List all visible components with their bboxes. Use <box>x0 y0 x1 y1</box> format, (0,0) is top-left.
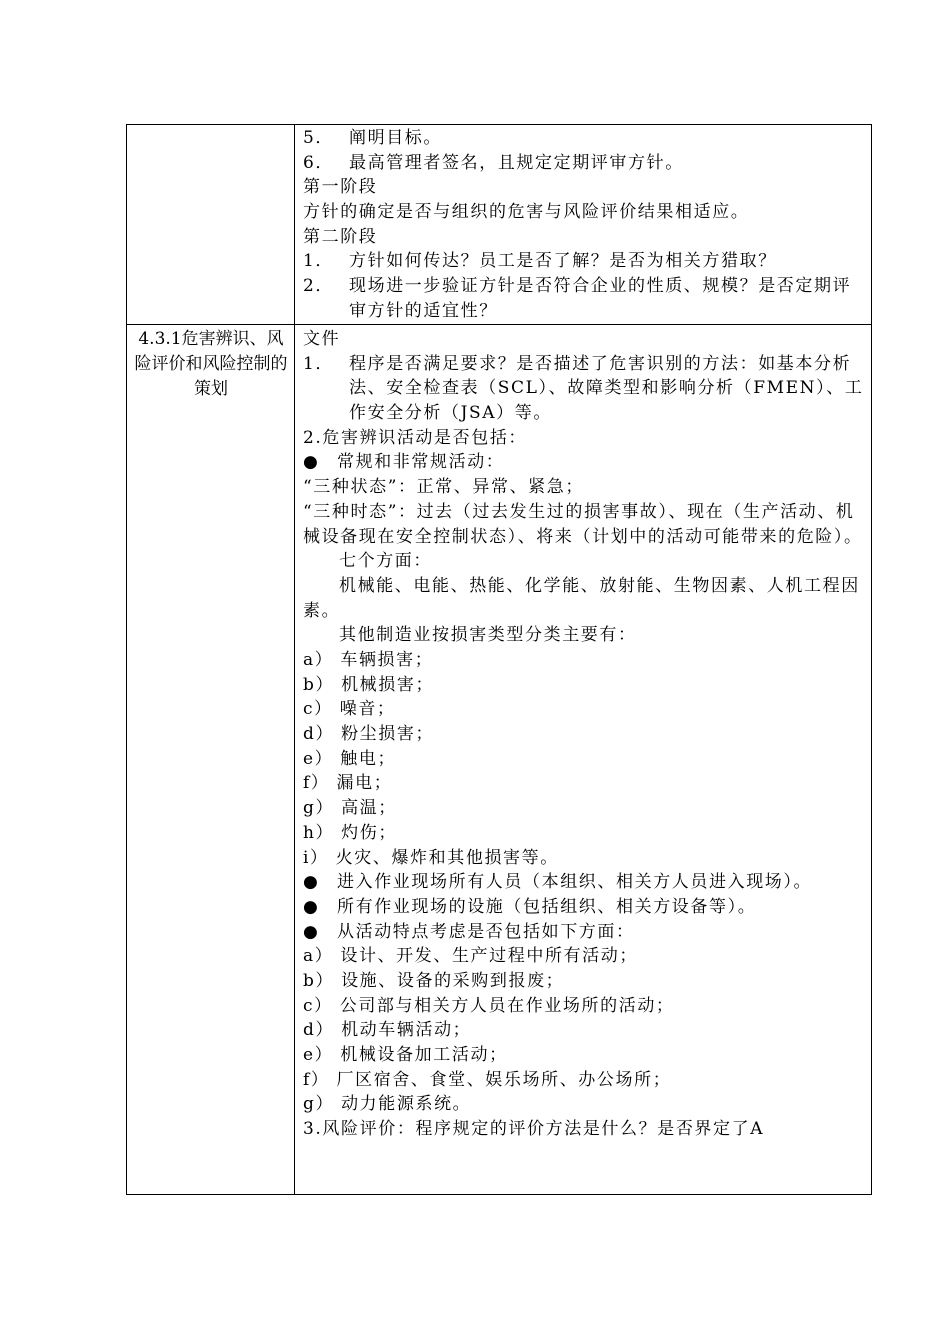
bullet-icon: ● <box>303 452 320 473</box>
list-item: b） 机械损害； <box>303 674 435 695</box>
list-item: d） 粉尘损害； <box>303 724 435 745</box>
list-item: a） 设计、开发、生产过程中所有活动； <box>303 946 638 967</box>
list-item: 1． 方针如何传达？员工是否了解？是否为相关方猎取？ <box>303 251 777 272</box>
list-item: a） 车辆损害； <box>303 650 434 671</box>
bullet-item: ● 进入作业现场所有人员（本组织、相关方人员进入现场）。 <box>303 870 867 895</box>
bullet-icon: ● <box>303 896 320 917</box>
list-item: 3.风险评价：程序规定的评价方法是什么？是否界定了A <box>303 1119 765 1140</box>
paragraph: 七个方面： <box>339 551 432 572</box>
column-divider <box>294 124 295 1195</box>
list-item: f） 厂区宿舍、食堂、娱乐场所、办公场所； <box>303 1069 672 1090</box>
paragraph: 其他制造业按损害类型分类主要有： <box>339 625 637 646</box>
paragraph: 方针的确定是否与组织的危害与风险评价结果相适应。 <box>303 202 750 223</box>
list-item: 5． 阐明目标。 <box>303 128 442 148</box>
list-item: e） 机械设备加工活动； <box>303 1045 508 1066</box>
section-heading: 文件 <box>303 329 341 349</box>
bullet-icon: ● <box>303 872 320 893</box>
policy-review-cell <box>303 126 867 324</box>
list-item: e） 触电； <box>303 748 397 769</box>
paragraph: 机械能、电能、热能、化学能、放射能、生物因素、人机工程因素。 <box>303 575 860 621</box>
list-item: h） 灼伤； <box>303 822 397 843</box>
list-item: g） 高温； <box>303 798 397 819</box>
bullet-item: ● 所有作业现场的设施（包括组织、相关方设备等）。 <box>303 895 867 920</box>
list-item: f） 漏电； <box>303 773 393 794</box>
list-item: c） 公司部与相关方人员在作业场所的活动； <box>303 995 675 1016</box>
list-item: 6． 最高管理者签名，且规定定期评审方针。 <box>303 152 684 173</box>
bullet-icon: ● <box>303 921 320 942</box>
hazard-identification-cell <box>303 327 867 1142</box>
paragraph: “三种时态”：过去（过去发生过的损害事故）、现在（生产活动、机械设备现在安全控制状态）、将来（计划中的活动可能带来的危险）。 <box>303 501 863 547</box>
clause-label: 4.3.1危害辨识、风险评价和风险控制的策划 <box>134 329 288 399</box>
row-divider <box>126 324 872 325</box>
list-item: 2． 现场进一步验证方针是否符合企业的性质、规模？是否定期评审方针的适宜性？ <box>303 276 852 321</box>
list-item: d） 机动车辆活动； <box>303 1020 472 1041</box>
list-item: g） 动力能源系统。 <box>303 1094 472 1115</box>
list-item: c） 噪音； <box>303 699 396 720</box>
list-item: i） 火灾、爆炸和其他损害等。 <box>303 847 559 868</box>
stage-heading: 第二阶段 <box>303 226 378 247</box>
bullet-item: ● 从活动特点考虑是否包括如下方面： <box>303 920 867 945</box>
list-item: 1． 程序是否满足要求？是否描述了危害识别的方法：如基本分析法、安全检查表（SCL）、故障类型和影响分析（FMEN）、工作安全分析（JSA）等。 <box>303 353 864 424</box>
list-item: 2.危害辨识活动是否包括： <box>303 427 528 448</box>
list-item: b） 设施、设备的采购到报废； <box>303 971 565 991</box>
stage-heading: 第一阶段 <box>303 177 378 198</box>
bullet-item: ● 常规和非常规活动： <box>303 450 867 475</box>
paragraph: “三种状态”：正常、异常、紧急； <box>303 477 584 498</box>
